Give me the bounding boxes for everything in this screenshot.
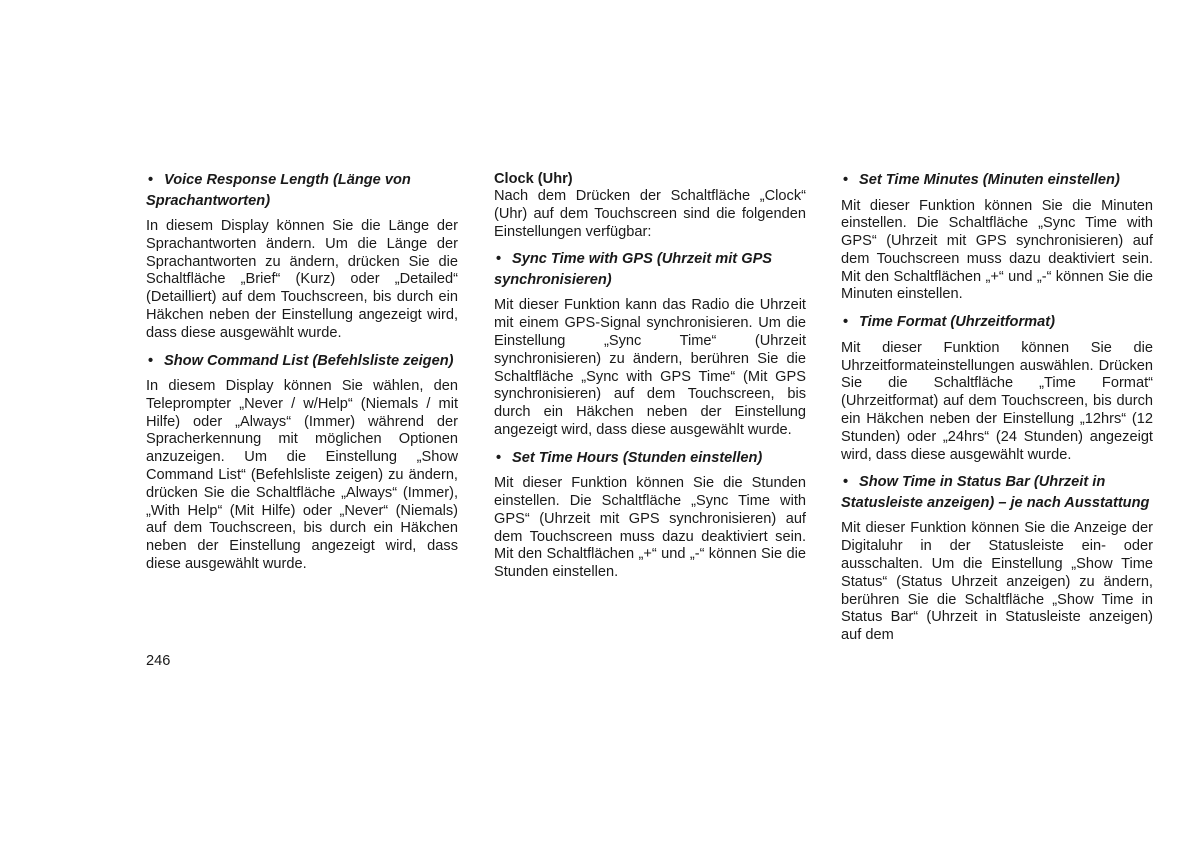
- bullet-icon: •: [843, 314, 849, 331]
- paragraph-sync-time-gps: Mit dieser Funktion kann das Radio die Uhrzeit mit einem GPS-Signal synchronisieren. Um die Einstellung „Sync Time“ (Uhrzeit synchronisieren) zu ändern, berühren Sie die Schaltfläche „Sync with GPS Time“ (Mit GPS synchronisieren) auf dem Touchscreen, bis durch ein Häkchen neben der Einstellung angezeigt wird, dass diese ausgewählt wurde.: [494, 297, 806, 438]
- section-heading-clock: Clock (Uhr): [494, 171, 573, 187]
- section-heading-voice-response-length: [146, 170, 458, 211]
- text-column-3: [841, 170, 1153, 653]
- page-number: 246: [146, 653, 171, 669]
- section-heading-show-time-status-bar: [841, 472, 1153, 513]
- heading-text: Show Command List (Befehlsliste zeigen): [164, 352, 454, 369]
- paragraph-voice-response-length: In diesem Display können Sie die Länge der Sprachantworten ändern. Um die Länge der Sprachantworten zu ändern, drücken Sie die Schaltfläche „Brief“ (Kurz) oder „Detailed“ (Detailliert) auf dem Touchscreen, bis durch ein Häkchen neben der Einstellung angezeigt wird, dass diese ausgewählt wurde.: [146, 218, 458, 341]
- paragraph-show-time-status-bar: Mit dieser Funktion können Sie die Anzeige der Digitaluhr in der Statusleiste ein- oder ausschalten. Um die Einstellung „Show Time Status“ (Status Uhrzeit anzeigen) zu ändern, berühren Sie die Schaltfläche „Show Time in Status Bar“ (Uhrzeit in Statusleiste anzeigen) auf dem: [841, 520, 1153, 644]
- heading-text: Set Time Minutes (Minuten einstellen): [859, 172, 1120, 188]
- heading-text: Sync Time with GPS (Uhrzeit mit GPS synchronisieren): [494, 251, 773, 288]
- section-heading-set-time-hours: [494, 448, 806, 469]
- bullet-icon: •: [496, 449, 502, 466]
- paragraph-set-time-hours: Mit dieser Funktion können Sie die Stunden einstellen. Die Schaltfläche „Sync Time with GPS“ (Uhrzeit mit GPS synchronisieren) auf dem Touchscreen muss dazu deaktiviert sein. Mit den Schaltflächen „+“ und „-“ können Sie die Stunden einstellen.: [494, 475, 806, 581]
- bullet-icon: •: [843, 172, 849, 188]
- bullet-icon: •: [148, 172, 154, 188]
- section-heading-time-format: [841, 312, 1153, 333]
- heading-text: Set Time Hours (Stunden einstellen): [512, 449, 763, 466]
- section-heading-sync-time-gps: [494, 249, 806, 290]
- paragraph-show-command-list: In diesem Display können Sie wählen, den Teleprompter „Never / w/Help“ (Niemals / mit Hilfe) oder „Always“ (Immer) während der Spracherkennung mit möglichen Optionen anzuzeigen. Um die Einstellung „Show Command List“ (Befehlsliste zeigen) zu ändern, drücken Sie die Schaltfläche „Always“ (Immer), „With Help“ (Mit Hilfe) oder „Never“ (Niemals) auf dem Touchscreen, bis durch ein Häkchen neben der Einstellung angezeigt wird, dass diese ausgewählt wurde.: [146, 378, 458, 573]
- paragraph-set-time-minutes: Mit dieser Funktion können Sie die Minuten einstellen. Die Schaltfläche „Sync Time with GPS“ (Uhrzeit mit GPS synchronisieren) auf dem Touchscreen muss dazu deaktiviert sein. Mit den Schaltflächen „+“ und „-“ können Sie die Minuten einstellen.: [841, 197, 1153, 303]
- paragraph-clock-intro: Nach dem Drücken der Schaltfläche „Clock“ (Uhr) auf dem Touchscreen sind die folgenden Einstellungen verfügbar:: [494, 188, 806, 240]
- heading-text: Voice Response Length (Länge von Sprachantworten): [146, 172, 411, 209]
- text-column-2: [494, 170, 806, 590]
- bullet-icon: •: [148, 352, 154, 369]
- bullet-icon: •: [843, 474, 849, 491]
- bullet-icon: •: [496, 251, 502, 268]
- section-heading-set-time-minutes: [841, 170, 1153, 191]
- paragraph-time-format: Mit dieser Funktion können Sie die Uhrzeitformateinstellungen auswählen. Drücken Sie die Schaltfläche „Time Format“ (Uhrzeitformat) auf dem Touchscreen, bis durch ein Häkchen neben der Einstellung „12hrs“ (12 Stunden) oder „24hrs“ (24 Stunden) angezeigt wird, dass diese ausgewählt wurde.: [841, 339, 1153, 463]
- heading-text: Time Format (Uhrzeitformat): [859, 314, 1055, 331]
- section-heading-show-command-list: [146, 351, 458, 372]
- heading-text: Show Time in Status Bar (Uhrzeit in Statusleiste anzeigen) – je nach Ausstattung: [841, 474, 1150, 511]
- text-column-1: [146, 170, 458, 582]
